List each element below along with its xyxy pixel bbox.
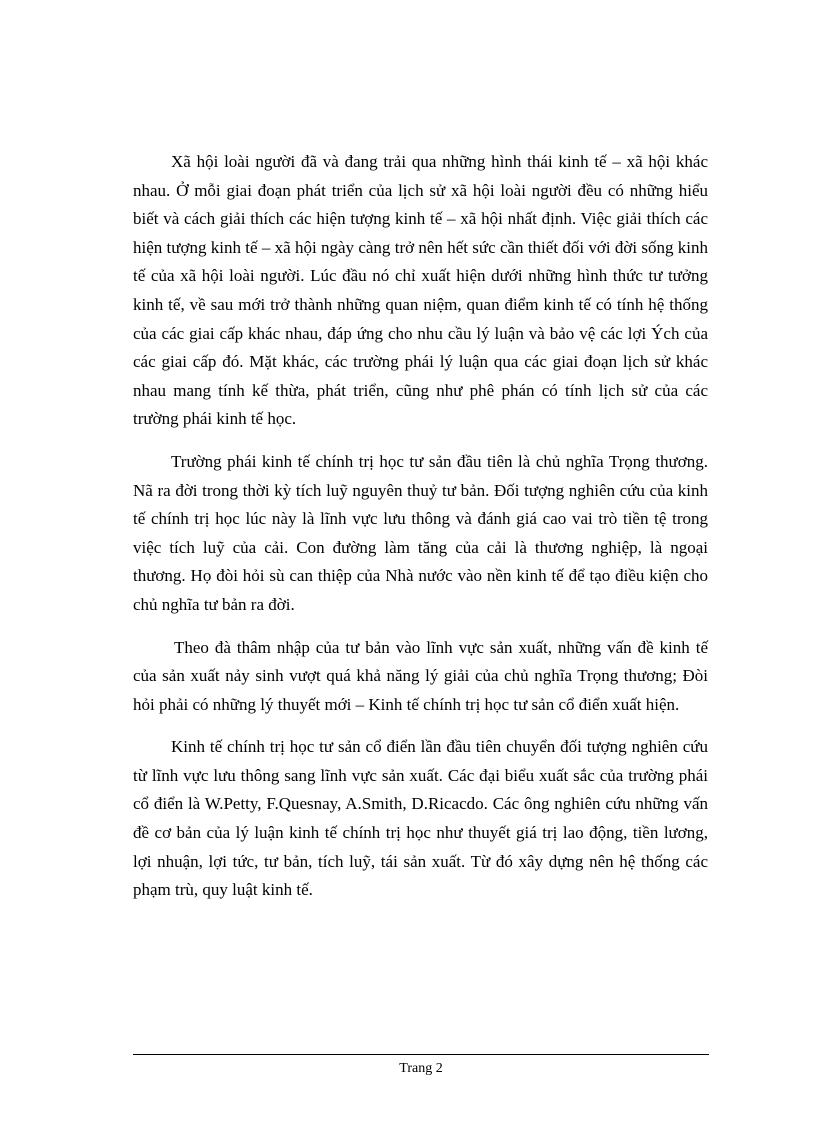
paragraph-1: Xã hội loài người đã và đang trải qua những hình thái kinh tế – xã hội khác nhau. Ở mỗi giai đoạn phát triển của lịch sử xã hội loài người đều có những hiểu biết và cách giải thích các hiện tượng kinh tế – xã hội nhất định. Việc giải thích các hiện tượng kinh tế – xã hội ngày càng trở nên hết sức cần thiết đối với đời sống kinh tế của xã hội loài người. Lúc đầu nó chỉ xuất hiện dưới những hình thức tư tưởng kinh tế, về sau mới trở thành những quan niệm, quan điểm kinh tế có tính hệ thống của các giai cấp khác nhau, đáp ứng cho nhu cầu lý luận và bảo vệ các lợi Ých của các giai cấp đó. Mặt khác, các trường phái lý luận qua các giai đoạn lịch sử khác nhau mang tính kế thừa, phát triển, cũng như phê phán có tính lịch sử của các trường phái kinh tế học. bbox=[133, 152, 708, 429]
paragraph-3: Theo đà thâm nhập của tư bản vào lĩnh vực sản xuất, những vấn đề kinh tế của sản xuất nảy sinh vượt quá khả năng lý giải của chủ nghĩa Trọng thương; Đòi hỏi phải có những lý thuyết mới – Kinh tế chính trị học tư sản cổ điển xuất hiện. bbox=[133, 637, 708, 714]
document-body bbox=[133, 148, 708, 919]
paragraph-2: Trường phái kinh tế chính trị học tư sản đầu tiên là chủ nghĩa Trọng thương. Nã ra đời trong thời kỳ tích luỹ nguyên thuỷ tư bản. Đối tượng nghiên cứu của kinh tế chính trị học lúc này là lĩnh vực lưu thông và đánh giá cao vai trò tiền tệ trong việc tích luỹ của cải. Con đường làm tăng của cải là thương nghiệp, là ngoại thương. Họ đòi hỏi sù can thiệp của Nhà nước vào nền kinh tế để tạo điều kiện cho chủ nghĩa tư bản ra đời. bbox=[133, 451, 708, 614]
page-number: Trang 2 bbox=[399, 1061, 443, 1076]
paragraph-4: Kinh tế chính trị học tư sản cổ điển lần đầu tiên chuyển đối tượng nghiên cứu từ lĩnh vực lưu thông sang lĩnh vực sản xuất. Các đại biểu xuất sắc của trường phái cổ điển là W.Petty, F.Quesnay, A.Smith, D.Ricacdo. Các ông nghiên cứu những vấn đề cơ bản của lý luận kinh tế chính trị học như thuyết giá trị lao động, tiền lương, lợi nhuận, lợi tức, tư bản, tích luỹ, tái sản xuất. Từ đó xây dựng nên hệ thống các phạm trù, quy luật kinh tế. bbox=[133, 737, 708, 900]
footer-divider bbox=[133, 1054, 709, 1055]
